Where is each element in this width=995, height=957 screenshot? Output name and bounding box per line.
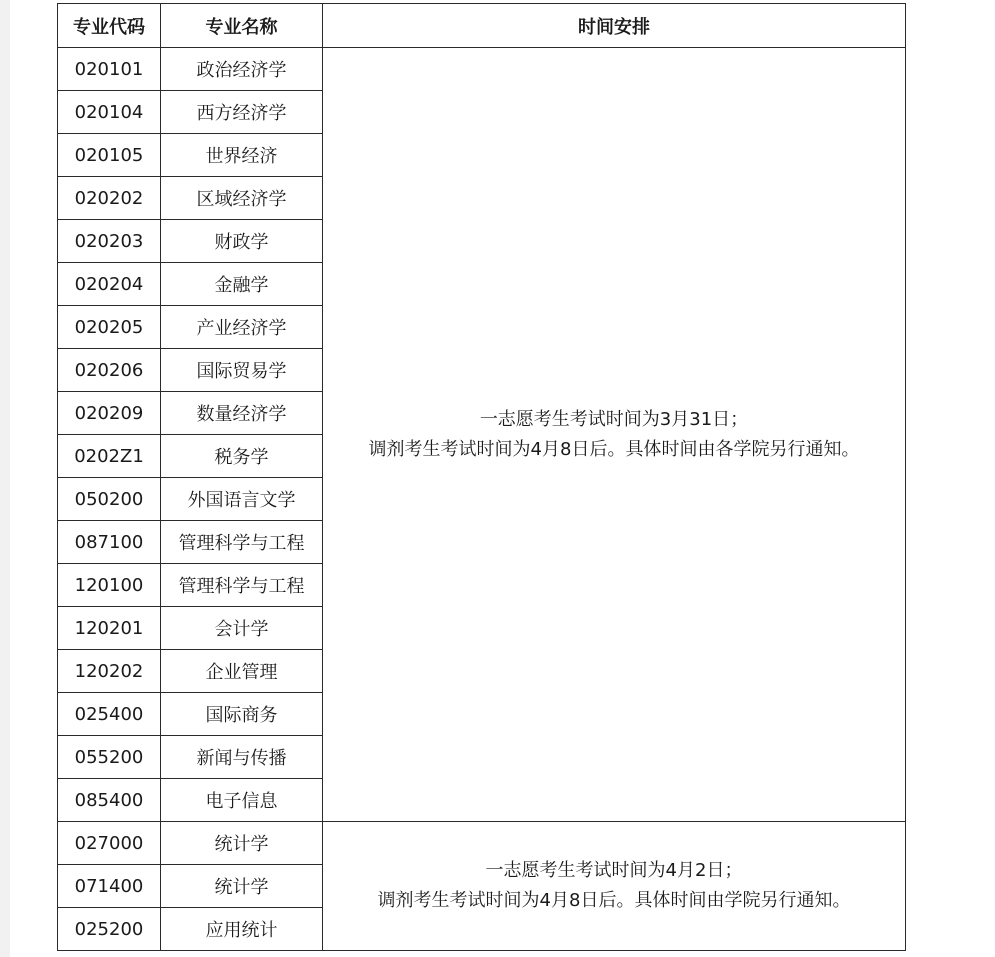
- major-name-cell: 西方经济学: [161, 91, 323, 134]
- schedule-cell-group-1: [323, 48, 906, 822]
- major-code-cell: 020206: [58, 349, 161, 392]
- schedule-line-adjustment: 调剂考生考试时间为4月8日后。具体时间由学院另行通知。: [377, 890, 851, 911]
- header-major-name: 专业名称: [161, 4, 323, 48]
- major-code-cell: 071400: [58, 865, 161, 908]
- page-left-edge: [0, 0, 10, 957]
- major-name-cell: 企业管理: [161, 650, 323, 693]
- header-row: [58, 4, 906, 48]
- major-code-cell: 027000: [58, 822, 161, 865]
- major-name-cell: 政治经济学: [161, 48, 323, 91]
- major-code-cell: 020204: [58, 263, 161, 306]
- major-code-cell: 020209: [58, 392, 161, 435]
- major-code-cell: 120100: [58, 564, 161, 607]
- major-name-cell: 国际贸易学: [161, 349, 323, 392]
- major-code-cell: 120201: [58, 607, 161, 650]
- major-code-cell: 020203: [58, 220, 161, 263]
- major-name-cell: 管理科学与工程: [161, 564, 323, 607]
- major-name-cell: 外国语言文学: [161, 478, 323, 521]
- major-code-cell: 050200: [58, 478, 161, 521]
- major-name-cell: 电子信息: [161, 779, 323, 822]
- major-name-cell: 区域经济学: [161, 177, 323, 220]
- major-name-cell: 应用统计: [161, 908, 323, 951]
- major-code-cell: 120202: [58, 650, 161, 693]
- major-code-cell: 0202Z1: [58, 435, 161, 478]
- major-code-cell: 055200: [58, 736, 161, 779]
- major-schedule-table: [57, 3, 906, 951]
- major-name-cell: 产业经济学: [161, 306, 323, 349]
- major-code-cell: 020205: [58, 306, 161, 349]
- major-name-cell: 数量经济学: [161, 392, 323, 435]
- major-name-cell: 管理科学与工程: [161, 521, 323, 564]
- major-name-cell: 国际商务: [161, 693, 323, 736]
- major-name-cell: 税务学: [161, 435, 323, 478]
- major-name-cell: 新闻与传播: [161, 736, 323, 779]
- major-name-cell: 统计学: [161, 822, 323, 865]
- major-code-cell: 020202: [58, 177, 161, 220]
- header-major-code: 专业代码: [58, 4, 161, 48]
- schedule-line-first-choice: 一志愿考生考试时间为3月31日；: [479, 408, 749, 430]
- table-row: [58, 822, 906, 865]
- major-name-cell: 统计学: [161, 865, 323, 908]
- header-schedule: 时间安排: [323, 4, 906, 48]
- major-code-cell: 025200: [58, 908, 161, 951]
- major-name-cell: 会计学: [161, 607, 323, 650]
- schedule-line-adjustment: 调剂考生考试时间为4月8日后。具体时间由各学院另行通知。: [368, 438, 860, 460]
- major-code-cell: 085400: [58, 779, 161, 822]
- major-name-cell: 金融学: [161, 263, 323, 306]
- major-name-cell: 财政学: [161, 220, 323, 263]
- schedule-line-first-choice: 一志愿考生考试时间为4月2日；: [485, 860, 743, 881]
- major-code-cell: 020101: [58, 48, 161, 91]
- major-code-cell: 025400: [58, 693, 161, 736]
- major-code-cell: 020105: [58, 134, 161, 177]
- table-row: [58, 48, 906, 91]
- schedule-cell-group-2: [323, 822, 906, 951]
- major-code-cell: 087100: [58, 521, 161, 564]
- major-name-cell: 世界经济: [161, 134, 323, 177]
- major-code-cell: 020104: [58, 91, 161, 134]
